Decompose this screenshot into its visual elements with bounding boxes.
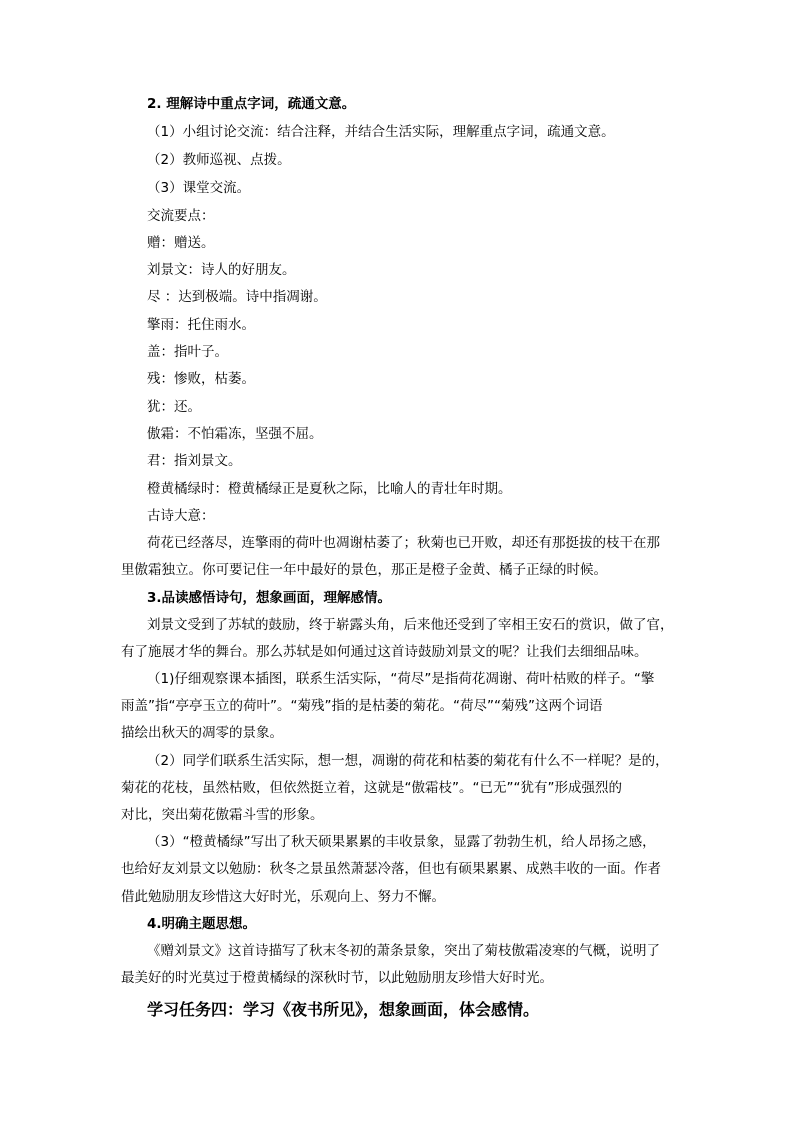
section-4-heading: 4.明确主题思想。 xyxy=(147,916,257,932)
section-2-heading: 2. 理解诗中重点字词，疏通文意。 xyxy=(147,96,356,112)
section-3-heading: 3.品读感悟诗句，想象画面，理解感情。 xyxy=(147,590,392,606)
intro-line: 有了施展才华的舞台。那么苏轼是如何通过这首诗鼓励刘景文的呢？让我们去细细品味。 xyxy=(121,644,648,660)
meaning-line: 里傲霜独立。你可要记住一年中最好的景色，那正是橙子金黄、橘子正绿的时候。 xyxy=(121,562,607,578)
points-label: 交流要点： xyxy=(147,208,215,224)
glossary-item: 君：指刘景文。 xyxy=(147,453,242,469)
glossary-item: 犹：还。 xyxy=(147,399,201,415)
step-2: （2）教师巡视、点拨。 xyxy=(147,152,291,168)
theme-line: 《赠刘景文》这首诗描写了秋末冬初的萧条景象，突出了菊枝傲霜凌寒的气概，说明了 xyxy=(147,943,660,959)
paragraph-1-line: 描绘出秋天的凋零的景象。 xyxy=(121,725,283,741)
intro-line: 刘景文受到了苏轼的鼓励，终于崭露头角，后来他还受到了宰相王安石的赏识，做了官， xyxy=(147,617,674,633)
paragraph-1-line: 雨盖”指“亭亭玉立的荷叶”。“菊残”指的是枯萎的菊花。“荷尽”“菊残”这两个词语 xyxy=(121,698,603,714)
paragraph-3-line: （3）“橙黄橘绿”写出了秋天硕果累累的丰收景象，显露了勃勃生机，给人昂扬之感， xyxy=(147,834,656,850)
meaning-label: 古诗大意： xyxy=(147,508,215,524)
task-4-heading: 学习任务四：学习《夜书所见》，想象画面，体会感情。 xyxy=(147,1000,540,1019)
meaning-line: 荷花已经落尽，连擎雨的荷叶也凋谢枯萎了；秋菊也已开败，却还有那挺拔的枝干在那 xyxy=(147,535,660,551)
paragraph-2-line: 菊花的花枝，虽然枯败，但依然挺立着，这就是“傲霜枝”。“已无”“犹有”形成强烈的 xyxy=(121,780,622,796)
glossary-item: 盖：指叶子。 xyxy=(147,344,228,360)
glossary-item: 擎雨：托住雨水。 xyxy=(147,317,255,333)
paragraph-3-line: 借此勉励朋友珍惜这大好时光，乐观向上、努力不懈。 xyxy=(121,889,445,905)
step-3: （3）课堂交流。 xyxy=(147,180,251,196)
step-1: （1）小组讨论交流：结合注释，并结合生活实际，理解重点字词，疏通文意。 xyxy=(147,124,615,140)
paragraph-3-line: 也给好友刘景文以勉励：秋冬之景虽然萧瑟冷落，但也有硕果累累、成熟丰收的一面。作者 xyxy=(121,861,661,877)
glossary-item: 赠：赠送。 xyxy=(147,235,215,251)
theme-line: 最美好的时光莫过于橙黄橘绿的深秋时节，以此勉励朋友珍惜大好时光。 xyxy=(121,970,553,986)
glossary-item: 尽 ：达到极端。诗中指凋谢。 xyxy=(147,289,327,305)
paragraph-2-line: （2）同学们联系生活实际，想一想，凋谢的荷花和枯萎的菊花有什么不一样呢？是的， xyxy=(147,753,669,769)
paragraph-1-line: （1)仔细观察课本插图，联系生活实际，“荷尽”是指荷花凋谢、荷叶枯败的样子。“擎 xyxy=(147,671,655,687)
glossary-item: 残：惨败，枯萎。 xyxy=(147,371,255,387)
glossary-item: 刘景文：诗人的好朋友。 xyxy=(147,262,296,278)
glossary-item: 傲霜：不怕霜冻，坚强不屈。 xyxy=(147,426,323,442)
paragraph-2-line: 对比，突出菊花傲霜斗雪的形象。 xyxy=(121,807,324,823)
glossary-item: 橙黄橘绿时：橙黄橘绿正是夏秋之际，比喻人的青壮年时期。 xyxy=(147,481,512,497)
